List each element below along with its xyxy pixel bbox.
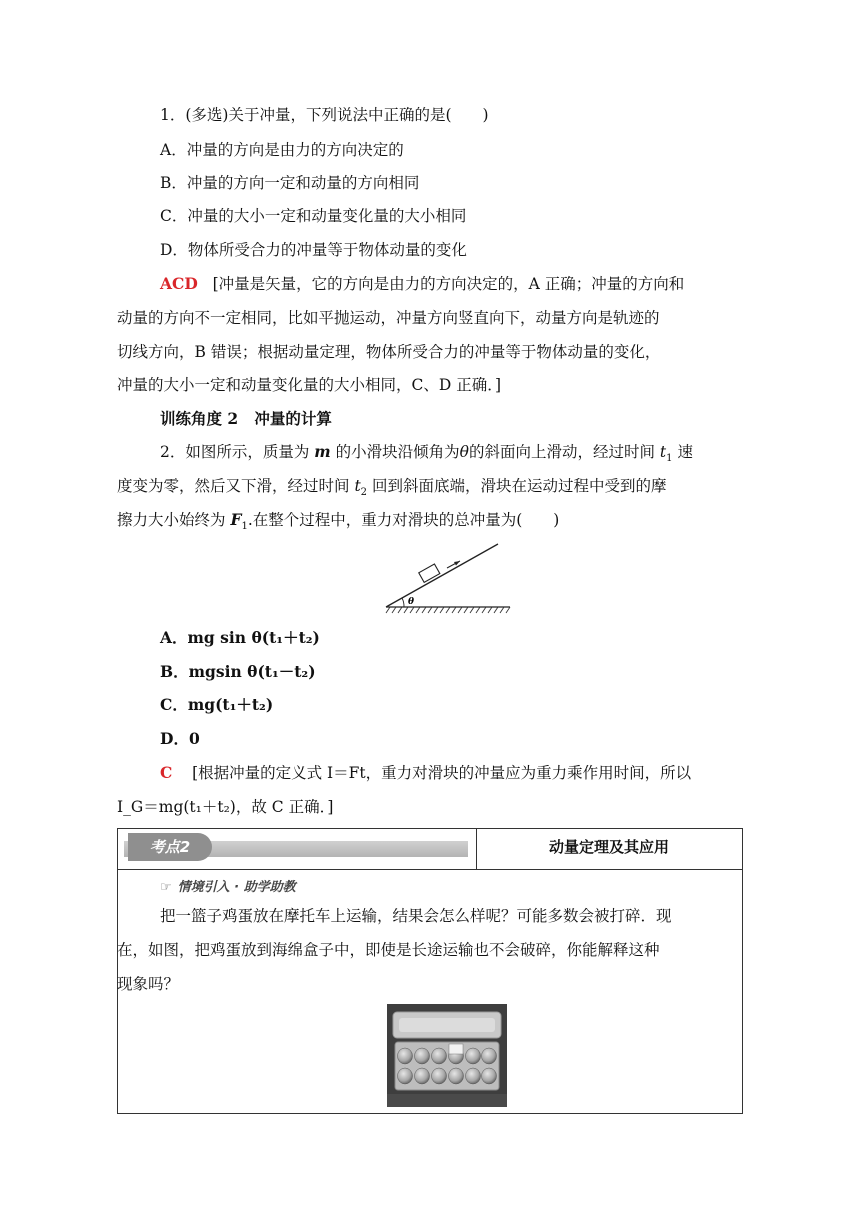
arrow-head (454, 561, 460, 566)
egg-carton-photo (387, 1004, 507, 1107)
var-F: F (230, 510, 242, 529)
q2-stem-line-3 (117, 510, 559, 537)
q2-explanation-line-2: I_G＝mg(t₁＋t₂)，故 C 正确．] (117, 798, 334, 816)
context-para-line-2: 在，如图，把鸡蛋放到海绵盒子中，即使是长途运输也不会破碎，你能解释这种 (117, 941, 660, 959)
slider-block (419, 564, 440, 582)
section-label: 训练角度 2 (160, 409, 239, 428)
option-formula: mg sin θ(t₁＋t₂) (187, 628, 320, 647)
q2-stem-line-1 (160, 442, 693, 469)
q2-stem-text: 的斜面向上滑动，经过时间 (468, 443, 660, 461)
q1-option-d: D．物体所受合力的冲量等于物体动量的变化 (160, 241, 467, 259)
q2-explanation-text-1: [根据冲量的定义式 I＝Ft，重力对滑块的冲量应为重力乘作用时间，所以 (192, 764, 692, 782)
q1-explanation-line-1 (160, 274, 684, 294)
pointing-hand-icon: ☞ (160, 880, 172, 895)
q2-stem-text: 2．如图所示，质量为 (160, 443, 315, 461)
q1-explanation-line-4: 冲量的大小一定和动量变化量的大小相同，C、D 正确．] (117, 376, 502, 394)
q2-answer: C (160, 763, 173, 782)
kaodian-header (117, 828, 743, 870)
section-heading (160, 409, 332, 429)
var-m: m (314, 442, 331, 461)
var-t: t (354, 477, 361, 495)
kaodian-title: 动量定理及其应用 (548, 838, 669, 856)
section-title: 冲量的计算 (254, 409, 332, 428)
q1-explanation-text-1: [冲量是矢量，它的方向是由力的方向决定的，A 正确；冲量的方向和 (212, 275, 685, 293)
q1-option-c: C．冲量的大小一定和动量变化量的大小相同 (160, 207, 467, 225)
q1-answer: ACD (160, 274, 198, 293)
option-formula: mg(t₁＋t₂) (187, 695, 274, 714)
q2-option-a: A．mg sin θ(t₁＋t₂) (160, 628, 320, 647)
q2-stem-text: 度变为零，然后又下滑，经过时间 (117, 477, 355, 495)
var-t: t (659, 443, 667, 461)
q2-option-d: D．0 (160, 729, 200, 748)
q2-explanation-line-1 (160, 763, 691, 783)
q2-stem-text: 回到斜面底端，滑块在运动过程中受到的摩 (367, 477, 667, 495)
option-formula: 0 (188, 729, 200, 748)
ground-hatching (386, 607, 510, 613)
q1-option-a: A．冲量的方向是由力的方向决定的 (160, 141, 404, 159)
context-para-line-3: 现象吗？ (117, 975, 180, 993)
kaodian-tag: 考点2 (128, 833, 212, 861)
q1-stem: 1．(多选)关于冲量，下列说法中正确的是( ) (160, 106, 489, 124)
q2-stem-text: .在整个过程中，重力对滑块的总冲量为( ) (247, 511, 560, 529)
subscript: 1 (241, 521, 248, 533)
context-para-line-1: 把一篮子鸡蛋放在摩托车上运输，结果会怎么样呢？可能多数会被打碎．现 (160, 907, 672, 925)
incline-slope (386, 544, 498, 607)
q2-stem-text: 擦力大小始终为 (117, 511, 231, 529)
context-heading (160, 876, 296, 895)
var-theta: θ (459, 443, 469, 461)
incline-diagram (382, 540, 512, 620)
context-heading-text: 情境引入 · 助学助教 (177, 880, 296, 895)
option-formula: mgsin θ(t₁－t₂) (188, 662, 316, 681)
q2-stem-text: 速 (672, 443, 693, 461)
angle-label: θ (408, 597, 415, 607)
subscript: 1 (666, 453, 673, 465)
q2-option-b: B．mgsin θ(t₁－t₂) (160, 662, 316, 681)
kaodian-left-cell (118, 829, 477, 869)
q2-stem-text: 的小滑块沿倾角为 (330, 443, 460, 461)
angle-arc (402, 598, 404, 607)
carton-tray (395, 1042, 499, 1090)
subscript: 2 (360, 487, 368, 499)
q2-option-c: C．mg(t₁＋t₂) (160, 695, 274, 714)
q1-option-b: B．冲量的方向一定和动量的方向相同 (160, 174, 420, 192)
q1-explanation-line-2: 动量的方向不一定相同，比如平抛运动，冲量方向竖直向下，动量方向是轨迹的 (117, 309, 660, 327)
q2-stem-line-2 (117, 476, 666, 503)
q1-explanation-line-3: 切线方向，B 错误；根据动量定理，物体所受合力的冲量等于物体动量的变化， (117, 343, 661, 361)
